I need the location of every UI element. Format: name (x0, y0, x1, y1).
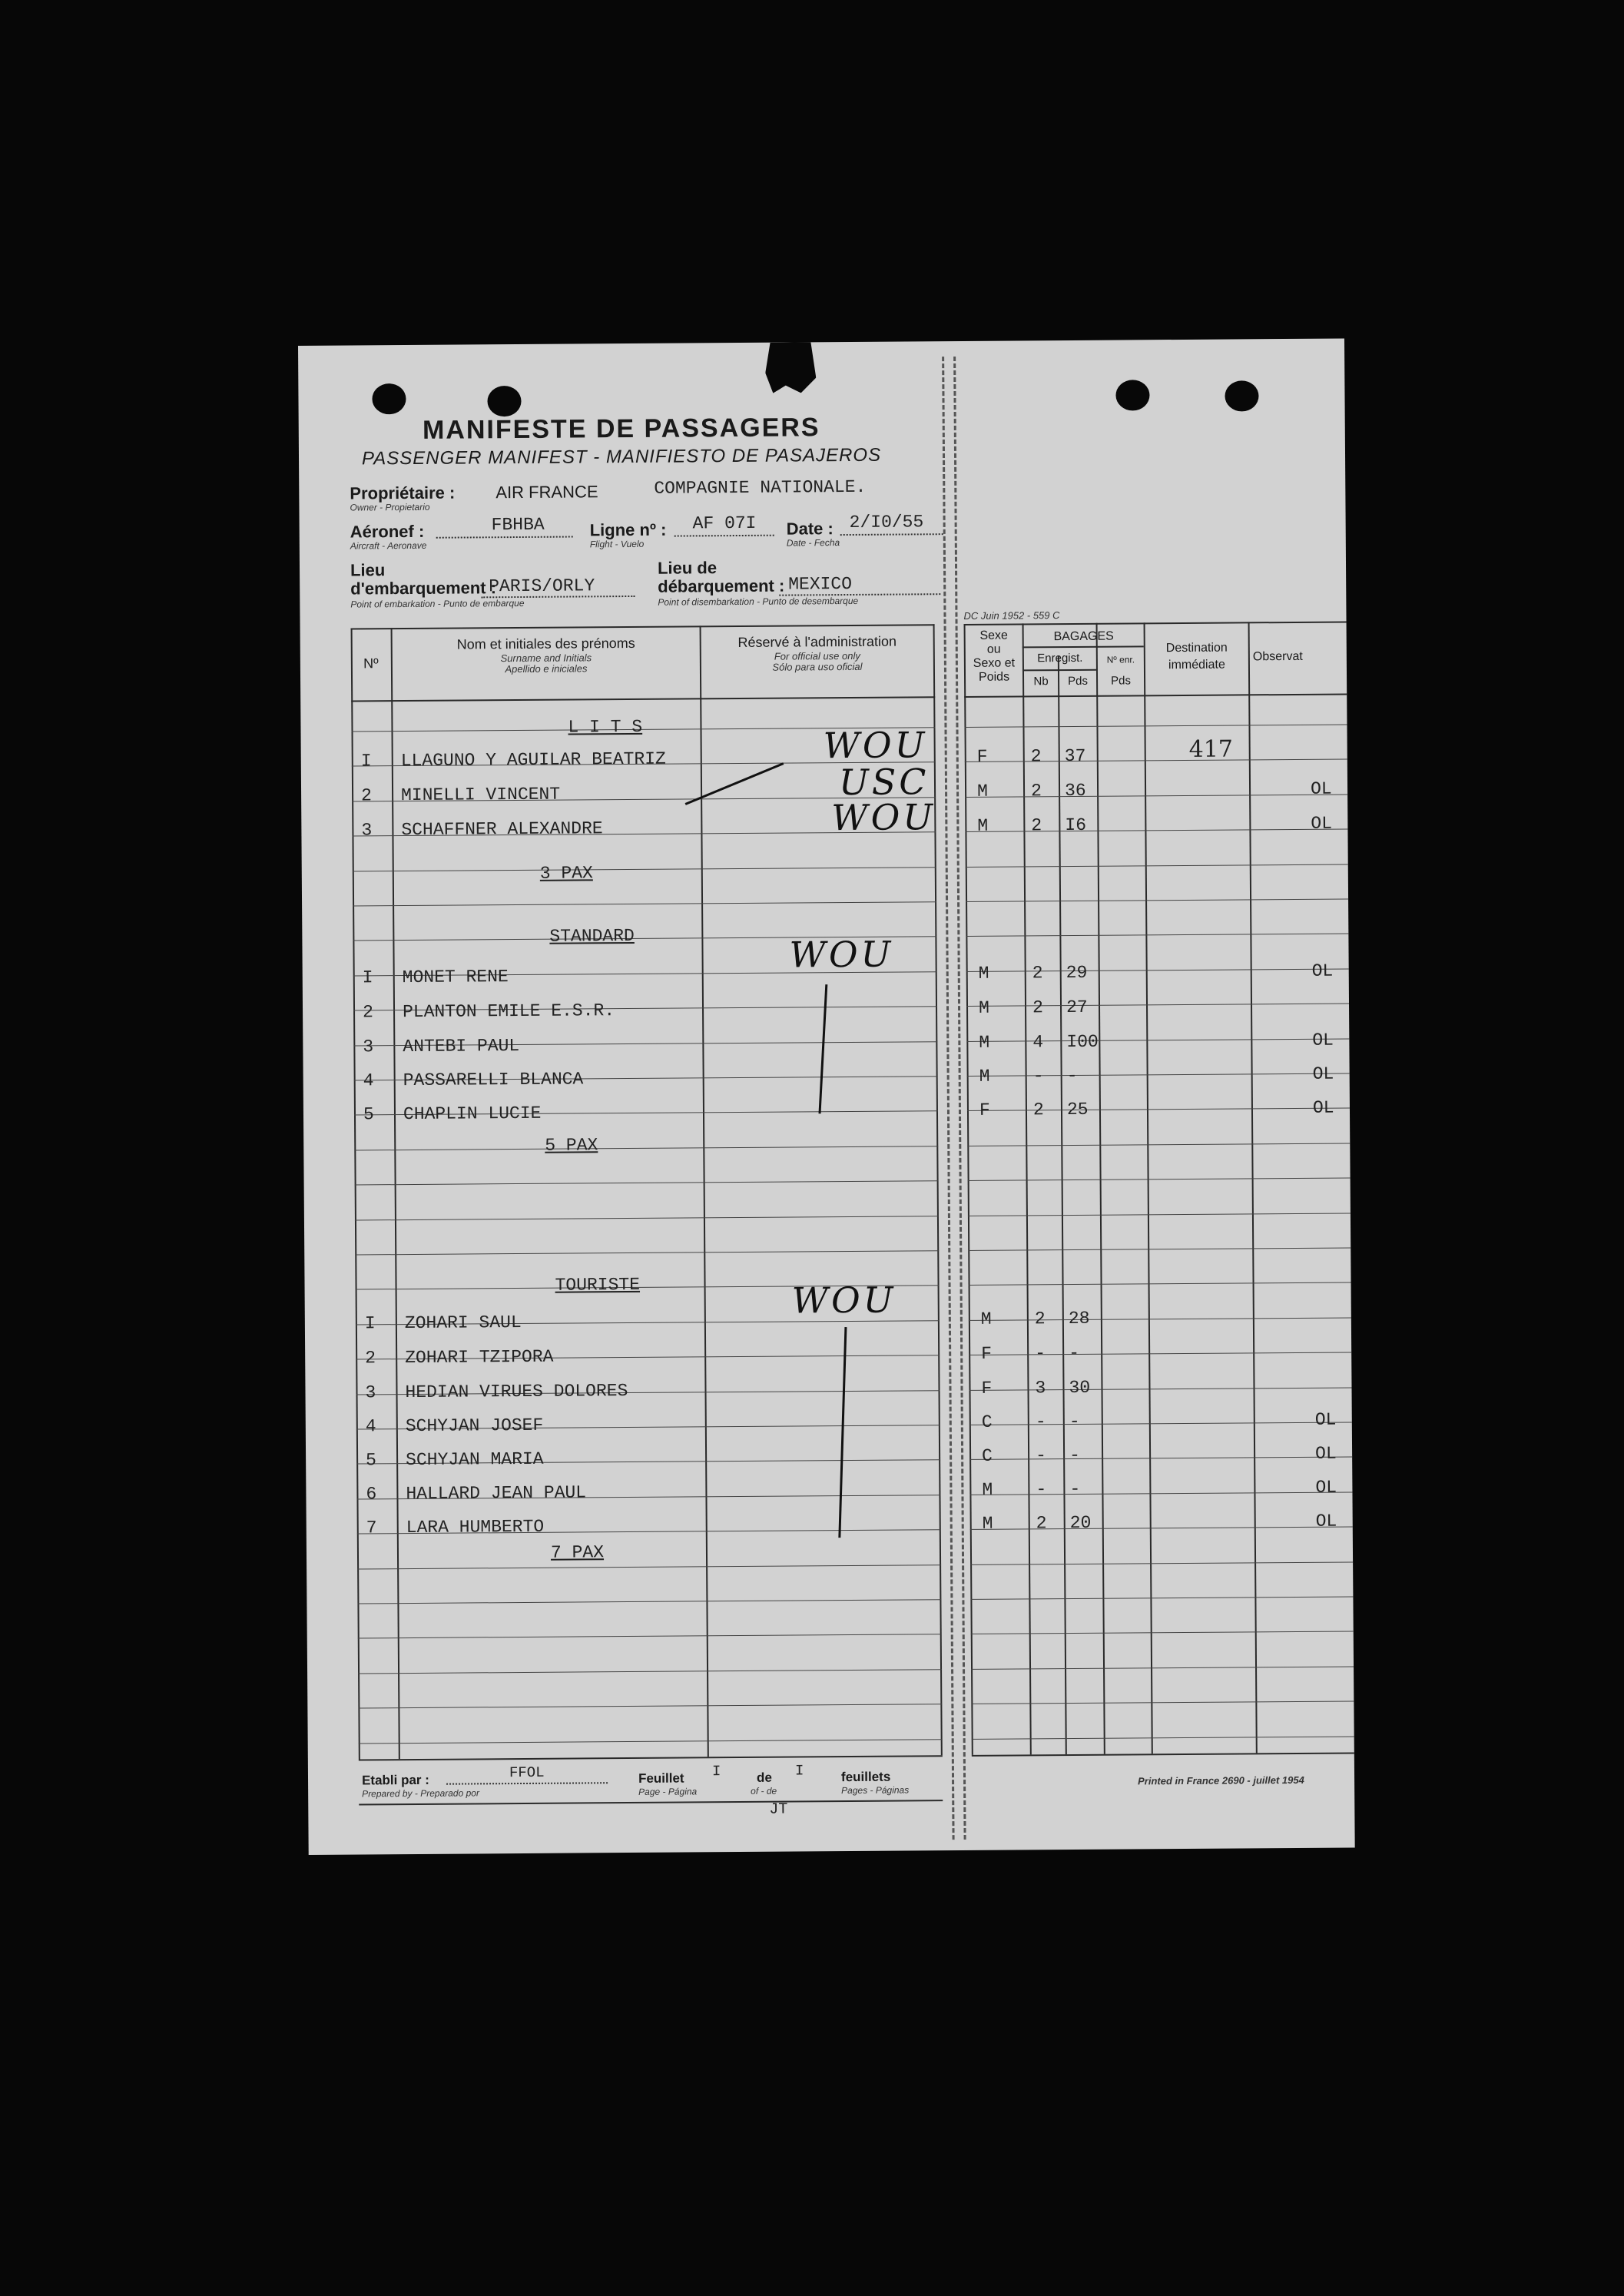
baggage-weight: - (1069, 1342, 1080, 1364)
baggage-count: - (1035, 1343, 1046, 1364)
owner-value: AIR FRANCE (495, 482, 598, 503)
of-value: I (794, 1762, 804, 1780)
baggage-count: 2 (1032, 1100, 1044, 1120)
baggage-count: 4 (1032, 1032, 1044, 1053)
baggage-weight: 36 (1064, 780, 1086, 801)
observation: OL (1312, 1030, 1334, 1050)
row-number: 2 (360, 785, 372, 806)
baggage-count: 2 (1036, 1513, 1047, 1534)
passenger-name: ZOHARI TZIPORA (405, 1346, 554, 1369)
header-dest-1: Destination (1165, 641, 1228, 655)
header-nonenr: Nº enr. (1106, 654, 1135, 665)
observation: OL (1311, 961, 1334, 981)
row-number: 4 (363, 1070, 374, 1091)
section-heading-touriste: TOURISTE (555, 1274, 641, 1296)
header-nonenr-pds: Pds (1111, 674, 1132, 688)
passenger-name: LLAGUNO Y AGUILAR BEATRIZ (400, 748, 666, 771)
passenger-sex: F (979, 1100, 990, 1120)
passenger-sex: C (982, 1445, 993, 1466)
baggage-weight: - (1066, 1065, 1078, 1087)
passenger-name: ANTEBI PAUL (403, 1036, 520, 1057)
section-total-touriste: 7 PAX (550, 1542, 605, 1563)
row-number: 3 (361, 820, 373, 841)
baggage-count: 2 (1032, 963, 1043, 984)
observation: OL (1314, 1409, 1337, 1430)
of-sub: of - de (751, 1785, 777, 1797)
header-sex-1: Sexe (979, 629, 1008, 642)
embark-label-1: Lieu (350, 560, 386, 580)
baggage-weight: 37 (1064, 745, 1086, 767)
section-total-standard: 5 PAX (545, 1135, 598, 1156)
passenger-sex: M (980, 1309, 992, 1329)
baggage-count: 2 (1034, 1309, 1046, 1329)
aircraft-sub: Aircraft - Aeronave (350, 539, 427, 552)
header-enregist: Enregist. (1037, 651, 1083, 665)
disembark-label-1: Lieu de (657, 558, 718, 578)
header-bagages: BAGAGES (1053, 629, 1114, 644)
baggage-count: 2 (1031, 815, 1042, 836)
sheet-sub: Page - Página (638, 1786, 698, 1797)
observation: OL (1311, 813, 1333, 834)
passenger-sex: F (976, 746, 988, 767)
observation: OL (1312, 1097, 1334, 1118)
row-number: 2 (365, 1348, 376, 1369)
passenger-sex: M (982, 1479, 993, 1500)
disembark-sub: Point of disembarkation - Punto de desembarque (658, 595, 859, 608)
observation: OL (1315, 1511, 1337, 1531)
passenger-sex: M (982, 1513, 993, 1534)
header-sex-4: Poids (978, 670, 1010, 684)
handwritten-mark: WOU (831, 796, 936, 839)
passenger-sex: M (979, 1066, 990, 1087)
date-sub: Date - Fecha (786, 537, 840, 549)
owner-typed: COMPAGNIE NATIONALE. (654, 476, 867, 499)
handwritten-strokes (298, 338, 1355, 1854)
header-sex-3: Sexo et (973, 656, 1016, 670)
passenger-name: MINELLI VINCENT (400, 784, 561, 806)
manifest-subtitle: PASSENGER MANIFEST - MANIFIESTO DE PASAJEROS (361, 444, 882, 469)
passenger-sex: F (981, 1343, 993, 1364)
baggage-weight: - (1069, 1411, 1080, 1432)
passenger-name: SCHYJAN MARIA (406, 1448, 544, 1471)
printed-note: Printed in France 2690 - juillet 1954 (1138, 1773, 1304, 1787)
row-number: 6 (366, 1484, 377, 1505)
initials: JT (769, 1800, 788, 1819)
header-admin-sub1: For official use only (774, 649, 860, 662)
passenger-name: CHAPLIN LUCIE (403, 1103, 542, 1125)
header-dest-2: immédiate (1168, 658, 1225, 672)
handwritten-mark: WOU (823, 724, 928, 767)
row-number: I (360, 751, 372, 771)
prepared-label: Etabli par : (361, 1772, 429, 1788)
baggage-count: 2 (1032, 997, 1043, 1018)
aircraft-label: Aéronef : (350, 521, 425, 542)
prepared-value: FFOL (509, 1763, 545, 1782)
form-code: DC Juin 1952 - 559 C (963, 609, 1060, 622)
baggage-weight: 28 (1068, 1308, 1090, 1329)
passenger-name: PLANTON EMILE E.S.R. (402, 1000, 615, 1023)
manifest-title: MANIFESTE DE PASSAGERS (422, 413, 820, 445)
row-number: I (364, 1313, 376, 1334)
header-nb: Nb (1033, 675, 1049, 688)
passenger-name: ZOHARI SAUL (404, 1312, 522, 1334)
passenger-name: PASSARELLI BLANCA (403, 1069, 584, 1091)
owner-label: Propriétaire : (350, 483, 456, 503)
passenger-sex: M (978, 997, 989, 1018)
header-pds: Pds (1068, 674, 1089, 688)
aircraft-value: FBHBA (491, 514, 545, 536)
date-value: 2/I0/55 (849, 512, 924, 533)
header-obs: Observat (1252, 649, 1303, 664)
baggage-count: - (1035, 1412, 1046, 1432)
baggage-weight: - (1069, 1445, 1081, 1466)
row-number: 4 (365, 1416, 376, 1437)
observation: OL (1315, 1477, 1337, 1498)
baggage-count: 3 (1035, 1378, 1046, 1399)
row-number: 5 (366, 1450, 377, 1471)
baggage-count: - (1032, 1066, 1044, 1087)
flight-sub: Flight - Vuelo (589, 538, 645, 550)
section-heading-lits: L I T S (568, 716, 643, 738)
handwritten-mark: USC (838, 761, 930, 804)
row-number: 5 (363, 1104, 374, 1125)
passenger-name: HALLARD JEAN PAUL (406, 1482, 587, 1505)
row-number: 3 (365, 1382, 376, 1403)
handwritten-mark: WOU (789, 933, 894, 976)
observation: OL (1312, 1063, 1334, 1084)
date-label: Date : (786, 519, 834, 539)
sheets-label: feuillets (840, 1769, 891, 1785)
section-heading-standard: STANDARD (549, 925, 635, 947)
sheet-label: Feuillet (638, 1770, 684, 1786)
baggage-weight: 29 (1066, 962, 1088, 984)
header-name-sub1: Surname and Initials (500, 652, 592, 665)
baggage-count: 2 (1030, 746, 1042, 767)
baggage-count: - (1036, 1479, 1047, 1500)
header-name: Nom et initiales des prénoms (456, 635, 635, 652)
baggage-weight: 27 (1066, 997, 1088, 1018)
owner-sub: Owner - Propietario (350, 501, 430, 513)
flight-label: Ligne nº : (589, 519, 667, 540)
passenger-name: SCHAFFNER ALEXANDRE (401, 818, 603, 841)
disembark-value: MEXICO (788, 573, 853, 595)
of-label: de (756, 1770, 772, 1785)
baggage-count: - (1036, 1445, 1047, 1466)
handwritten-mark: WOU (791, 1279, 897, 1322)
passenger-name: SCHYJAN JOSEF (405, 1415, 544, 1437)
passenger-sex: M (978, 963, 989, 984)
row-number: 2 (362, 1002, 373, 1023)
destination: 417 (1188, 735, 1234, 763)
prepared-sub: Prepared by - Preparado por (362, 1787, 479, 1800)
baggage-weight: 20 (1069, 1512, 1092, 1534)
passenger-sex: M (976, 781, 988, 801)
flight-value: AF 07I (692, 513, 757, 534)
baggage-weight: I00 (1066, 1031, 1099, 1053)
manifest-sheet (298, 338, 1355, 1854)
section-total-lits: 3 PAX (539, 863, 593, 884)
passenger-sex: M (977, 815, 989, 836)
baggage-weight: I6 (1065, 815, 1087, 836)
row-number: I (362, 967, 373, 988)
embark-label-2: d'embarquement : (350, 578, 497, 599)
baggage-weight: 25 (1066, 1099, 1089, 1120)
header-no: Nº (363, 655, 379, 672)
disembark-label-2: débarquement : (658, 576, 785, 596)
passenger-sex: C (981, 1412, 993, 1432)
header-admin: Réservé à l'administration (737, 633, 897, 651)
observation: OL (1310, 778, 1332, 799)
header-sex-2: ou (986, 642, 1001, 656)
passenger-name: MONET RENE (402, 967, 509, 988)
passenger-sex: M (979, 1032, 990, 1053)
sheets-sub: Pages - Páginas (841, 1784, 910, 1797)
baggage-count: 2 (1030, 781, 1042, 801)
passenger-sex: F (981, 1378, 993, 1399)
header-admin-sub2: Sólo para uso oficial (772, 660, 863, 673)
passenger-name: LARA HUMBERTO (406, 1516, 545, 1538)
embark-sub: Point of embarkation - Punto de embarque (350, 597, 525, 610)
sheet-value: I (711, 1763, 721, 1780)
passenger-name: HEDIAN VIRUES DOLORES (405, 1381, 628, 1403)
row-number: 3 (363, 1037, 374, 1057)
baggage-weight: 30 (1069, 1377, 1091, 1399)
embark-value: PARIS/ORLY (489, 576, 595, 597)
row-number: 7 (366, 1518, 377, 1538)
header-name-sub2: Apellido e iniciales (505, 662, 588, 675)
baggage-weight: - (1069, 1478, 1081, 1500)
observation: OL (1315, 1443, 1337, 1464)
